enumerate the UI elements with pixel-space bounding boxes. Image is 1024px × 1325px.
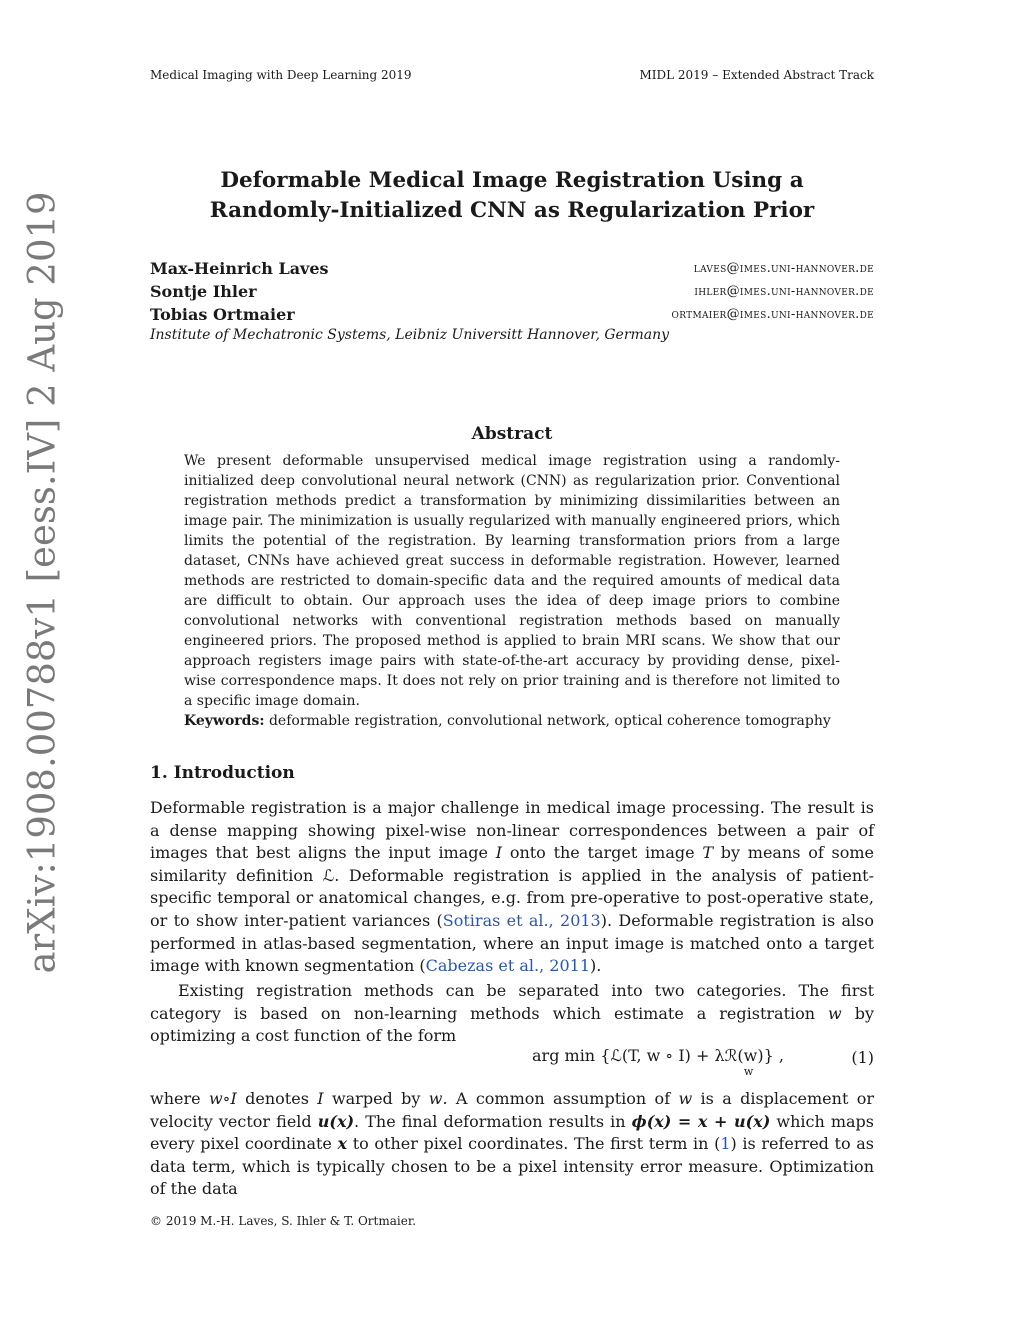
author-row — [150, 282, 874, 304]
abstract-heading: Abstract — [471, 424, 553, 444]
arxiv-identifier-stamp: arXiv:1908.00788v1 [eess.IV] 2 Aug 2019 — [20, 191, 64, 974]
affiliation: Institute of Mechatronic Systems, Leibniz Universitt Hannover, Germany — [150, 327, 670, 343]
intro-paragraph-1: Deformable registration is a major challenge in medical image processing. The result is a dense mapping showing pixel-wise non-linear correspondences between a pair of images that best aligns the input image I onto the target image T by means of some similarity definition ℒ. Deformable registration is applied in the analysis of patient-specific temporal or anatomical changes, e.g. from pre-operative to post-operative state, or to show inter-patient variances (Sotiras et al., 2013). Deformable registration is also performed in atlas-based segmentation, where an input image is matched onto a target image with known segmentation (Cabezas et al., 2011). — [150, 798, 875, 976]
author-name: Tobias Ortmaier — [150, 305, 295, 324]
author-row — [150, 259, 874, 281]
keywords-text: deformable registration, convolutional network, optical coherence tomography — [268, 713, 831, 729]
copyright-footer: © 2019 M.-H. Laves, S. Ihler & T. Ortmaier. — [150, 1214, 417, 1228]
title-line-1: Deformable Medical Image Registration Using a — [220, 168, 804, 193]
keywords — [184, 711, 840, 731]
author-name: Max-Heinrich Laves — [150, 259, 329, 278]
paper-title — [0, 166, 1024, 226]
author-email: ihler@imes.uni-hannover.de — [694, 284, 874, 299]
title-line-2: Randomly-Initialized CNN as Regularization Prior — [209, 198, 815, 223]
citation-link[interactable]: Cabezas et al., 2011 — [425, 956, 590, 976]
running-header-right: MIDL 2019 – Extended Abstract Track — [639, 68, 874, 82]
equation-reference-link[interactable]: 1 — [720, 1134, 731, 1154]
equation-subscript: w — [743, 1065, 754, 1078]
intro-paragraph-2: Existing registration methods can be separated into two categories. The first category is based on non-learning methods which estimate a registration w by optimizing a cost function of the form — [150, 981, 875, 1046]
section-heading-introduction: 1. Introduction — [150, 763, 295, 783]
author-name: Sontje Ihler — [150, 282, 257, 301]
author-email: ortmaier@imes.uni-hannover.de — [671, 307, 874, 322]
equation-body: arg min {ℒ(T, w ∘ I) + λℛ(w)} $,_w$ — [532, 1046, 784, 1078]
running-header-left: Medical Imaging with Deep Learning 2019 — [150, 68, 412, 82]
abstract-body: We present deformable unsupervised medical image registration using a randomly-initialized deep convolutional neural network (CNN) as regularization prior. Conventional registration methods predict a transformation by minimizing dissimilarities between an image pair. The minimization is usually regularized with manually engineered priors, which limits the potential of the registration. By learning transformation priors from a large dataset, CNNs have achieved great success in deformable registration. However, learned methods are restricted to domain-specific data and the required amounts of medical data are difficult to obtain. Our approach uses the idea of deep image priors to combine convolutional networks with conventional registration methods based on manually engineered priors. The proposed method is applied to brain MRI scans. We show that our approach registers image pairs with state-of-the-art accuracy by providing dense, pixel-wise correspondence maps. It does not rely on prior training and is therefore not limited to a specific image domain. — [184, 453, 840, 709]
author-email: laves@imes.uni-hannover.de — [693, 261, 874, 276]
keywords-label: Keywords: — [184, 713, 265, 729]
equation-1 — [150, 1044, 874, 1084]
equation-number: (1) — [851, 1048, 874, 1067]
citation-link[interactable]: Sotiras et al., 2013 — [442, 910, 601, 930]
intro-paragraph-3: where w∘I denotes I warped by w. A common assumption of w is a displacement or velocity vector field u(x). The final deformation results in ϕ(x) = x + u(x) which maps every pixel coordinate x to other pixel coordinates. The first term in (1) is referred to as data term, which is typically chosen to be a pixel intensity error measure. Optimization of the data — [150, 1089, 875, 1199]
author-row — [150, 305, 874, 327]
